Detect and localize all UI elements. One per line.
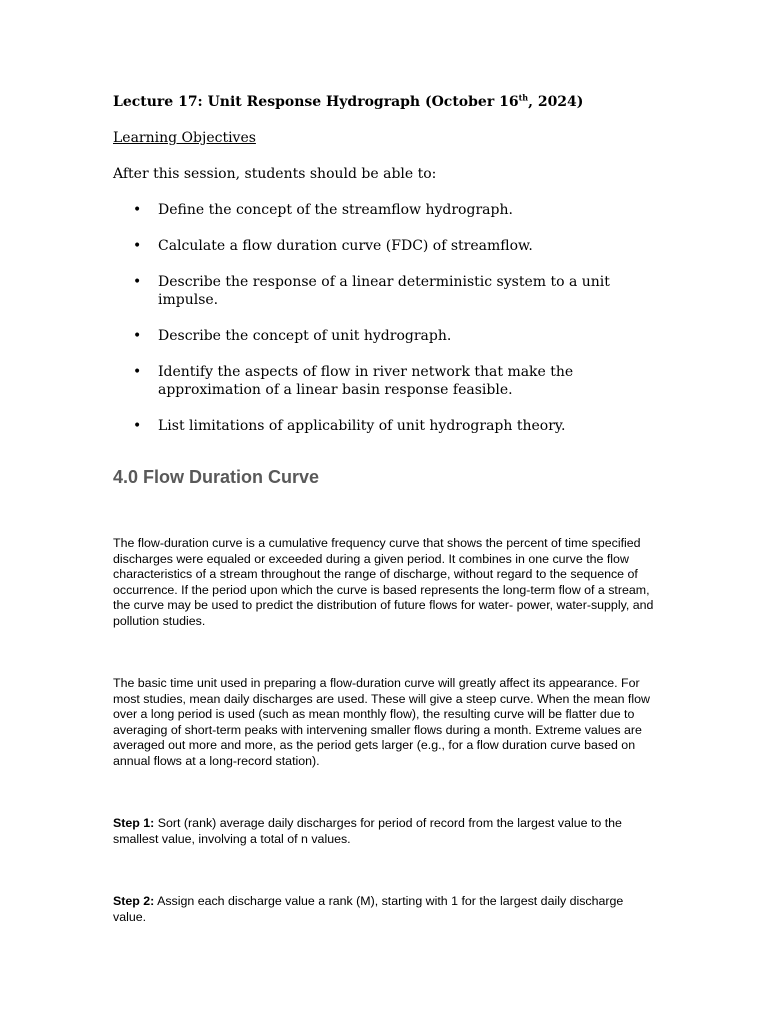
objective-text: Identify the aspects of flow in river network that make the approximation of a linear basin response feasible. xyxy=(158,364,574,398)
step-2-label: Step 2: xyxy=(113,894,155,908)
bullet-icon: • xyxy=(133,202,142,218)
learning-objectives-heading: Learning Objectives xyxy=(113,130,256,146)
paragraph-flow-duration-definition: The flow-duration curve is a cumulative frequency curve that shows the percent of time specified discharges were equaled or exceeded during a given period. It combines in one curve the flow characteristics of a stream throughout the range of discharge, without regard to the sequence of occurrence. If the period upon which the curve is based represents the long-term flow of a stream, the curve may be used to predict the distribution of future flows for water- power, water-supply, and pollution studies. xyxy=(113,536,654,628)
step-1-label: Step 1: xyxy=(113,816,155,830)
list-item xyxy=(113,237,658,255)
bullet-icon: • xyxy=(133,328,142,344)
list-item xyxy=(113,417,658,435)
bullet-icon: • xyxy=(133,238,142,254)
list-item xyxy=(113,201,658,219)
lecture-title xyxy=(113,93,583,111)
paragraph-time-unit: The basic time unit used in preparing a flow-duration curve will greatly affect its appearance. For most studies, mean daily discharges are used. These will give a steep curve. When the mean flow over a long period is used (such as mean monthly flow), the resulting curve will be flatter due to averaging of short-term peaks with intervening smaller flows during a month. Extreme values are averaged out more and more, as the period gets larger (e.g., for a flow duration curve based on annual flows at a long-record station). xyxy=(113,676,650,768)
objective-text: Calculate a flow duration curve (FDC) of streamflow. xyxy=(158,238,533,254)
list-item xyxy=(113,273,658,309)
lecture-title-ordinal: th xyxy=(518,92,529,103)
objective-text: Define the concept of the streamflow hydrograph. xyxy=(158,202,513,218)
lecture-title-main: Lecture 17: Unit Response Hydrograph (October 16 xyxy=(113,94,519,110)
bullet-icon: • xyxy=(133,418,142,434)
list-item xyxy=(113,363,658,399)
objective-text: List limitations of applicability of unit hydrograph theory. xyxy=(158,418,566,434)
lecture-title-end: , 2024) xyxy=(528,94,584,110)
step-2-paragraph xyxy=(113,894,658,925)
step-2-text: Assign each discharge value a rank (M), starting with 1 for the largest daily discharge value. xyxy=(113,894,624,924)
step-1-text: Sort (rank) average daily discharges for period of record from the largest value to the smallest value, involving a total of n values. xyxy=(113,816,622,846)
bullet-icon: • xyxy=(133,274,142,290)
bullet-icon: • xyxy=(133,364,142,380)
list-item xyxy=(113,327,658,345)
objectives-intro: After this session, students should be able to: xyxy=(113,166,437,182)
section-heading: 4.0 Flow Duration Curve xyxy=(113,467,320,487)
objective-text: Describe the concept of unit hydrograph. xyxy=(158,328,452,344)
step-1-paragraph xyxy=(113,816,658,847)
objective-text: Describe the response of a linear deterministic system to a unit impulse. xyxy=(158,274,610,308)
objectives-list xyxy=(113,201,658,453)
